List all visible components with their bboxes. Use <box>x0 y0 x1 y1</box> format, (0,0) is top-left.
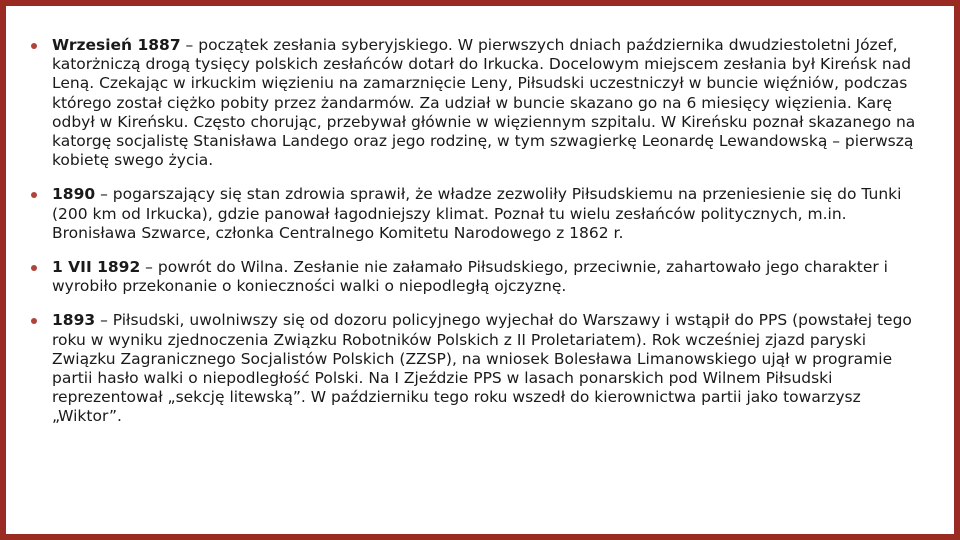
bullet-dot-icon <box>31 265 37 271</box>
bullet-item-1892 <box>30 258 920 296</box>
item-date: 1 VII 1892 <box>52 258 141 277</box>
bullet-item-1893 <box>30 311 920 426</box>
bullet-item-1887 <box>30 36 920 170</box>
item-date: Wrzesień 1887 <box>52 36 181 54</box>
bullet-dot-icon <box>31 192 37 198</box>
frame-right-border <box>954 0 960 540</box>
bullet-item-1890 <box>30 185 920 243</box>
bullet-dot-icon <box>31 43 37 49</box>
bullet-dot-icon <box>31 318 37 324</box>
frame-left-border <box>0 0 6 540</box>
frame-top-border <box>0 0 960 6</box>
item-text: – pogarszający się stan zdrowia sprawił, że władze zezwoliły Piłsudskiemu na przeniesienie się do Tunki (200 km od Irkucka), gdzie panował łagodniejszy klimat. Poznał tu wielu zesłańców politycznych, m.in. Bronisława Szwarce, członka Centralnego Komitetu Narodowego z 1862 r. <box>52 185 902 242</box>
item-date: 1890 <box>52 185 96 204</box>
frame-bottom-border <box>0 534 960 540</box>
slide-content <box>30 36 920 442</box>
item-text: – Piłsudski, uwolniwszy się od dozoru policyjnego wyjechał do Warszawy i wstąpił do PPS (powstałej tego roku w wyniku zjednoczenia Związku Robotników Polskich z II Proletariatem). Rok wcześniej zjazd paryski Związku Zagranicznego Socjalistów Polskich (ZZSP), na wniosek Bolesława Limanowskiego ujął w programie partii hasło walki o niepodległość Polski. Na I Zjeździe PPS w lasach ponarskich pod Wilnem Piłsudski reprezentował „sekcję litewską”. W październiku tego roku wszedł do kierownictwa partii jako towarzysz „Wiktor”. <box>52 311 912 426</box>
item-text: – początek zesłania syberyjskiego. W pierwszych dniach października dwudziestoletni Józef, katorżniczą drogą tysięcy polskich zesłańców dotarł do Irkucka. Docelowym miejscem zesłania był Kireńsk nad Leną. Czekając w irkuckim więzieniu na zamarznięcie Leny, Piłsudski uczestniczył w buncie więźniów, podczas którego został ciężko pobity przez żandarmów. Za udział w buncie skazano go na 6 miesięcy więzienia. Karę odbył w Kireńsku. Często chorując, przebywał głównie w więziennym szpitalu. W Kireńsku poznał skazanego na katorgę socjalistę Stanisława Landego oraz jego rodzinę, w tym szwagierkę Leonardę Lewandowską – pierwszą kobietę swego życia. <box>52 36 916 170</box>
item-text: – powrót do Wilna. Zesłanie nie załamało Piłsudskiego, przeciwnie, zahartowało jego charakter i wyrobiło przekonanie o konieczności walki o niepodległą ojczyznę. <box>52 258 888 296</box>
item-date: 1893 <box>52 311 96 330</box>
bullet-list <box>30 36 920 427</box>
